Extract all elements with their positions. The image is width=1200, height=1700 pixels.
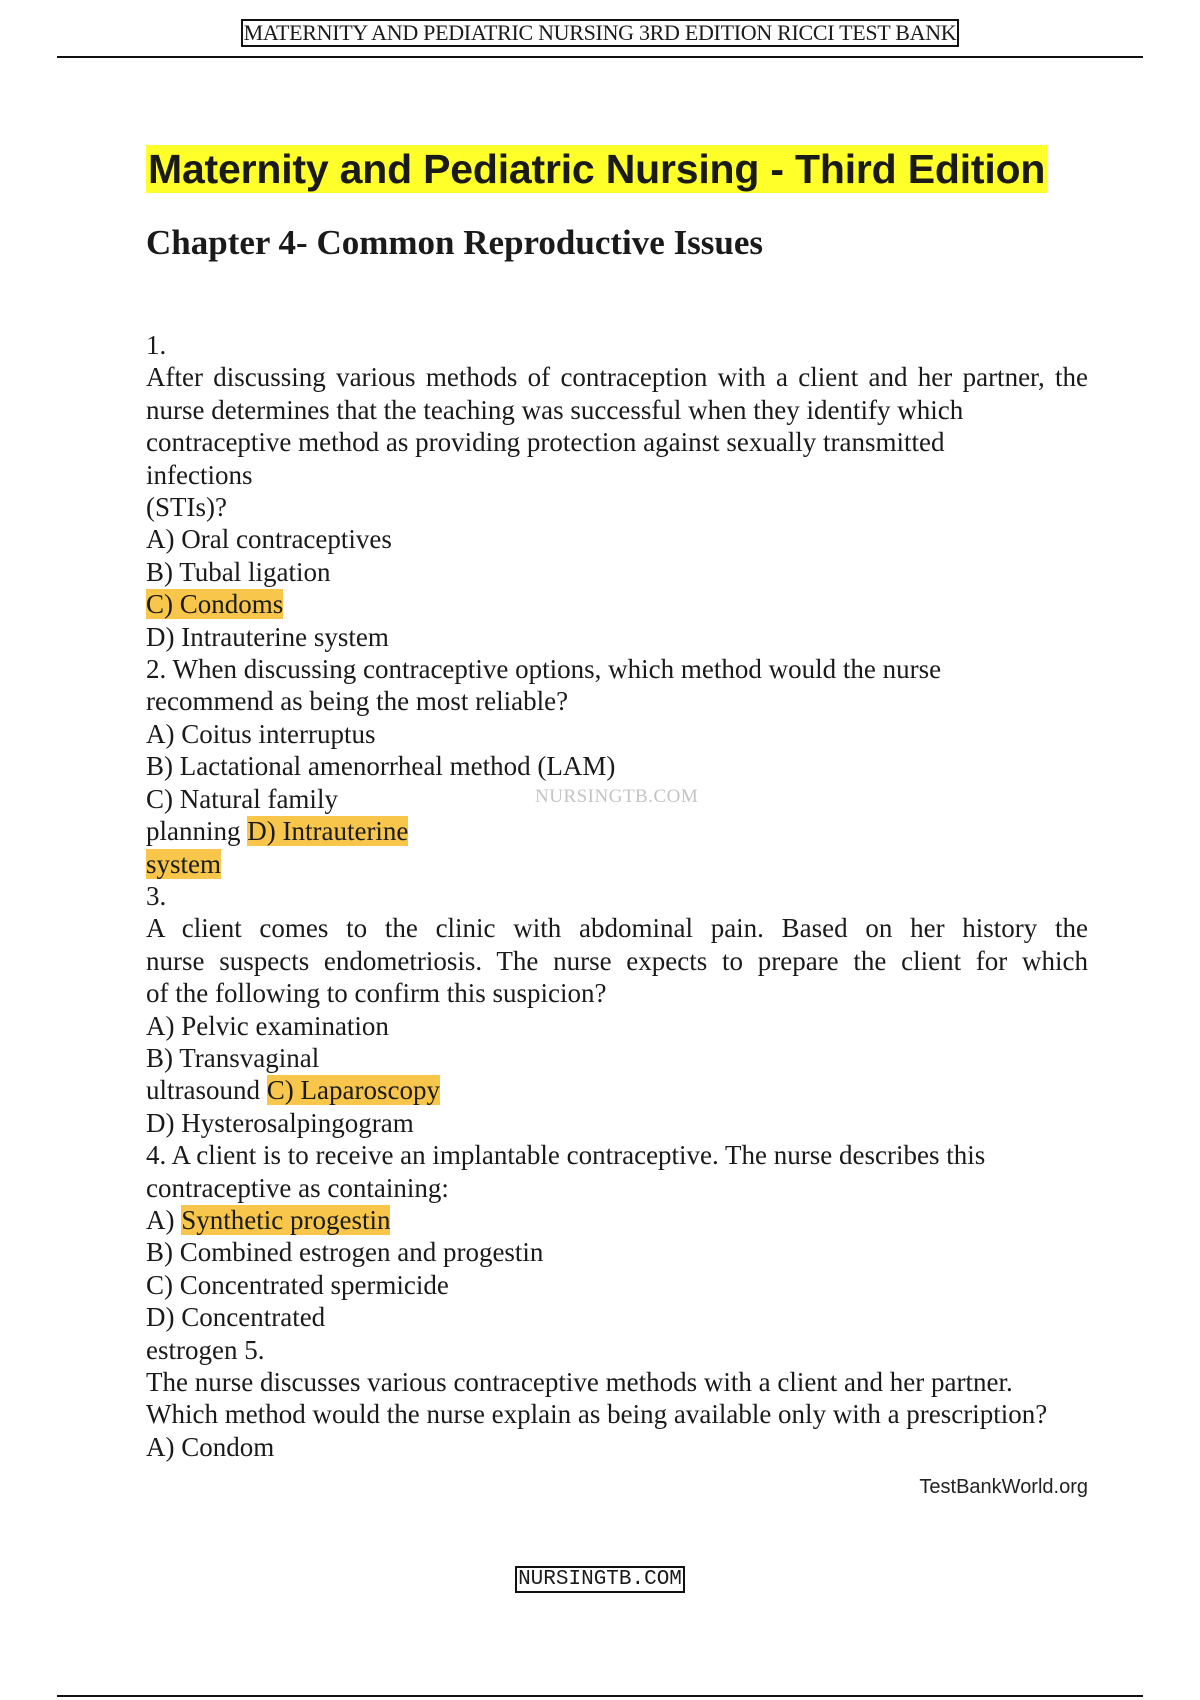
q2-option-c-continued: planning: [146, 816, 241, 847]
q1-option-a: A) Oral contraceptives: [146, 524, 392, 555]
footer-label: NURSINGTB.COM: [515, 1566, 685, 1593]
q3-stem-line: nurse suspects endometriosis. The nurse expects to prepare the client for which: [146, 945, 1088, 976]
q4-option-b: B) Combined estrogen and progestin: [146, 1237, 544, 1268]
running-header: [0, 19, 1200, 47]
q3-option-c-answer: C) Laparoscopy: [266, 1075, 440, 1106]
q4-option-a-prefix: A): [146, 1204, 175, 1235]
q2-stem-line: recommend as being the most reliable?: [146, 686, 569, 717]
running-header-title: MATERNITY AND PEDIATRIC NURSING 3RD EDITION RICCI TEST BANK: [241, 19, 960, 47]
q4-option-a-answer: Synthetic progestin: [181, 1204, 391, 1235]
q1-stem-line: contraceptive method as providing protection against sexually transmitted: [146, 427, 945, 458]
q3-option-a: A) Pelvic examination: [146, 1010, 389, 1041]
q3-option-d: D) Hysterosalpingogram: [146, 1107, 414, 1138]
q1-stem-line: infections: [146, 459, 253, 490]
q4-option-c: C) Concentrated spermicide: [146, 1269, 449, 1300]
q2-option-d-answer-continued: system: [146, 848, 222, 879]
q3-option-b: B) Transvaginal: [146, 1042, 320, 1073]
q3-stem-line: A client comes to the clinic with abdominal pain. Based on her history the: [146, 913, 1088, 944]
book-title: Maternity and Pediatric Nursing - Third Edition: [148, 146, 1046, 192]
q1-stem-line: nurse determines that the teaching was successful when they identify which: [146, 394, 964, 425]
q4-stem-line: contraceptive as containing:: [146, 1172, 449, 1203]
site-credit: TestBankWorld.org: [919, 1476, 1088, 1498]
header-rule: [57, 56, 1143, 58]
q4-option-d-continued: estrogen 5.: [146, 1334, 265, 1365]
q5-option-a: A) Condom: [146, 1431, 275, 1462]
footer-rule: [57, 1695, 1143, 1697]
chapter-title: Chapter 4- Common Reproductive Issues: [146, 223, 764, 262]
q2-option-a: A) Coitus interruptus: [146, 718, 376, 749]
q5-stem-line: Which method would the nurse explain as being available only with a prescription?: [146, 1399, 1048, 1430]
q4-option-d: D) Concentrated: [146, 1302, 326, 1333]
q1-stem-line: (STIs)?: [146, 492, 227, 523]
question-list: [146, 329, 1088, 1463]
q4-stem-line: 4. A client is to receive an implantable contraceptive. The nurse describes this: [146, 1140, 986, 1171]
q2-option-b: B) Lactational amenorrheal method (LAM): [146, 751, 616, 782]
q1-option-b: B) Tubal ligation: [146, 556, 331, 587]
q2-option-c: C) Natural family: [146, 783, 338, 814]
q2-option-d-answer: D) Intrauterine: [247, 816, 409, 847]
q2-stem-line: 2. When discussing contraceptive options, which method would the nurse: [146, 654, 942, 685]
q5-stem-line: The nurse discusses various contraceptive methods with a client and her partner.: [146, 1367, 1013, 1397]
q1-option-d: D) Intrauterine system: [146, 621, 389, 652]
q3-number: 3.: [146, 880, 167, 911]
q1-option-c-answer: C) Condoms: [146, 589, 284, 620]
q3-stem-line: of the following to confirm this suspicion?: [146, 978, 607, 1009]
q1-stem-line: After discussing various methods of contraception with a client and her partner, the: [146, 362, 1088, 393]
q1-number: 1.: [146, 330, 167, 360]
footer: [0, 1566, 1200, 1593]
watermark-text: NURSINGTB.COM: [535, 786, 699, 807]
q3-option-b-continued: ultrasound: [146, 1075, 260, 1106]
